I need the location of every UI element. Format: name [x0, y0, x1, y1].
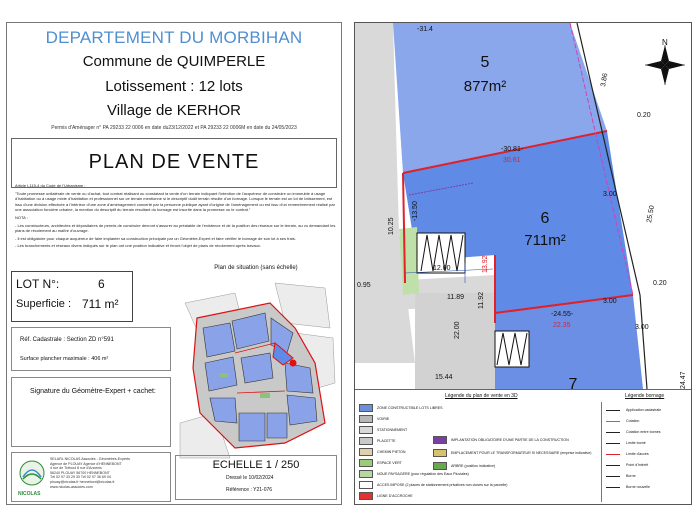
legend-swatch: [359, 448, 373, 456]
plan-title-box: [11, 138, 337, 188]
dim-label: 0.95: [357, 282, 371, 289]
bornage-symbol: [606, 465, 620, 466]
legend-swatch: [359, 492, 373, 500]
bornage-legend-item: [606, 430, 661, 434]
legend-label: STATIONNEMENT: [377, 428, 408, 432]
contact-line: www.nicolas-associes.com: [50, 484, 93, 489]
dim-label: 3.00: [603, 191, 617, 198]
dim-label: 3.00: [635, 324, 649, 331]
permit-reference: Permis d'Aménager n° PA 29233 22 0006 en date du23/12/2022 et PA 29233 22 0006M en date du 24/05/2023: [51, 125, 297, 131]
lot-plan-sheet: [354, 22, 692, 505]
dim-label: 0.20: [637, 112, 651, 119]
dim-label: 10.25: [388, 217, 395, 235]
legend-swatch: [359, 426, 373, 434]
situation-label: Plan de situation (sans échelle): [214, 265, 298, 271]
legend-item: [433, 449, 591, 457]
legend-swatch: [433, 462, 447, 470]
lot-area: 711 m²: [82, 297, 119, 311]
legend-item: [359, 426, 407, 434]
note-line: Article L115-4 du Code de l'Urbanisme :: [15, 183, 86, 188]
legend-swatch: [359, 470, 373, 478]
legend-item: [359, 448, 406, 456]
surveyor-logo-box: [11, 452, 171, 502]
situation-map: [175, 273, 337, 461]
dim-label: 22.00: [454, 321, 461, 339]
legend-item: [433, 436, 569, 444]
situation-plan: [175, 265, 337, 465]
bornage-label: Borne nouvelle: [626, 485, 650, 489]
legend-label: IMPLANTATION OBLIGATOIRE D'UNE PARTIE DE LA CONSTRUCTION: [451, 438, 569, 442]
lot-info-box: [11, 271, 133, 322]
dim-label: 0.20: [653, 280, 667, 287]
lot-area-label: Superficie :: [16, 298, 72, 310]
legend-item: [359, 459, 402, 467]
reference-label: Référence : Y21-076: [226, 487, 273, 493]
legend-item: [359, 437, 396, 445]
dim-label: -30.81-: [501, 146, 524, 153]
dim-label: -24.55-: [551, 311, 574, 318]
bornage-label: Limite d'accès: [626, 452, 649, 456]
commune-title: Commune de QUIMPERLE: [82, 53, 266, 70]
note-line: - Les branchements et réseaux divers indiqués sur le plan ont une position indicative et feront l'objet de plans de récolement après travaux.: [15, 243, 262, 249]
bornage-legend-item: [606, 463, 648, 467]
bornage-legend-item: [606, 419, 639, 423]
legend-item: [359, 415, 389, 423]
legend-right-column: [601, 402, 690, 502]
legend-bornage-title: Légende bornage: [625, 393, 665, 399]
contact-line: Agence de PLOUAY Agence d'HENNEBONT: [50, 461, 122, 466]
dim-label: 22.35: [553, 322, 571, 329]
legend-label: ZONE CONSTRUCTIBLE LOTS LIBRES: [377, 406, 443, 410]
dim-label: -13.50: [412, 201, 419, 221]
surveyor-logo-name: NICOLAS: [18, 491, 41, 497]
legend-label: ARBRE (position indicative): [451, 464, 496, 468]
dim-label: 11.89: [447, 294, 464, 301]
lot-number: 6: [98, 277, 105, 291]
legend-item: [433, 462, 495, 470]
dim-label: 3.00: [603, 298, 617, 305]
lot-7-number: 7: [568, 376, 578, 389]
dim-label: 11.92: [478, 292, 485, 309]
legend-item: [359, 404, 443, 412]
sale-plan-cartouche: [6, 22, 342, 505]
bornage-symbol: [606, 476, 620, 477]
lotissement-title: Lotissement : 12 lots: [105, 78, 243, 95]
legend-item: [359, 470, 469, 478]
lot-5-area-label: 877m²: [463, 78, 507, 95]
bornage-legend-item: [606, 408, 661, 412]
signature-box: [11, 377, 171, 447]
bornage-symbol: [606, 410, 620, 411]
legend-label: NOUE PAYSAGERE (pour régulation des Eaux Pluviales): [377, 472, 469, 476]
lot-5-number: 5: [480, 54, 490, 71]
bornage-legend-item: [606, 452, 649, 456]
bornage-label: Cotation: [626, 419, 640, 423]
note-line: NOTA :: [15, 214, 28, 220]
bornage-symbol: [606, 421, 620, 422]
bornage-label: Application cadastrale: [626, 408, 662, 412]
lot-6-number: 6: [540, 210, 550, 227]
dim-label: 30.61: [503, 157, 521, 164]
contact-line: Tél 02 97 33 29 30 Tél 02 97 36 69 04: [50, 475, 111, 480]
bornage-symbol: [606, 432, 620, 433]
bornage-legend-item: [606, 474, 636, 478]
cadastral-box: [11, 327, 171, 371]
dim-label: 12.00: [433, 265, 451, 272]
access-hatch-2: [495, 331, 529, 367]
surveyor-logo-icon: [18, 459, 46, 489]
legend-label: EMPLACEMENT POUR LE TRANSFORMATEUR SI NECESSAIRE (emprise indicative): [451, 451, 592, 455]
plan-legend: [355, 389, 691, 505]
bornage-label: Point d'Intérêt: [626, 463, 649, 467]
contact-line: SELARL NICOLAS Associés - Géomètres-Experts: [50, 457, 130, 461]
legend-swatch: [359, 481, 373, 489]
dim-label: -31.4: [417, 26, 433, 33]
legend-label: ACCES IMPOSE (2 places de stationnement privatives non closes sur la parcelle): [377, 483, 508, 487]
contact-line: 4 rue de Tréboul 8 rue d'Ancenis: [50, 466, 102, 471]
bornage-label: Cotation entre bornes: [626, 430, 661, 434]
village-title: Village de KERHOR: [107, 102, 241, 119]
bornage-label: Borne: [626, 474, 636, 478]
contact-line: plouay@nicolas.fr hennebont@nicolas.fr: [50, 479, 115, 484]
cadastral-reference: Réf. Cadastrale : Section ZD n°591: [20, 337, 114, 343]
note-line: - Les constructeurs, architectes et dépositaires de permis de construire devront s'assurer au préalable de l'existence et de la position des réseaux sur le terrain, au vu demandant les plans de récolement au maître d'ouvrage.: [15, 222, 336, 234]
note-line: - Il est obligatoire pour chaque acquéreur de faire implanter sa construction principale par un Géomètre-Expert et faire vérifier le bornage de son lot à ses frais.: [15, 235, 296, 241]
legend-label: ESPACE VERT: [377, 461, 402, 465]
lot-6-area-label: 711m²: [524, 232, 566, 249]
bornage-label: Limite borné: [626, 441, 646, 445]
legend-item: [359, 492, 413, 500]
date-label: Dressé le 10/02/2024: [226, 475, 274, 481]
bornage-symbol: [606, 443, 620, 444]
legend-swatch: [359, 437, 373, 445]
legend-label: PLACETTE: [377, 439, 396, 443]
floor-area: Surface plancher maximale : 406 m²: [20, 356, 109, 362]
signature-label: Signature du Géomètre-Expert + cachet:: [30, 388, 156, 395]
legend-swatch: [433, 436, 447, 444]
bornage-symbol: [606, 487, 620, 488]
scale-label: ECHELLE 1 / 250: [212, 459, 300, 471]
lot-number-label: LOT N°:: [16, 277, 60, 291]
contact-line: 56240 PLOUAY 56700 HENNEBONT: [50, 470, 110, 475]
legend-swatch: [359, 415, 373, 423]
bornage-legend-item: [606, 485, 650, 489]
bornage-legend-item: [606, 441, 646, 445]
bornage-symbol: [606, 454, 620, 455]
department-title: DEPARTEMENT DU MORBIHAN: [45, 28, 303, 47]
surveyor-contact: [50, 457, 130, 489]
legend-item: [359, 481, 507, 489]
scale-box: [175, 455, 337, 500]
plan-title: PLAN DE VENTE: [88, 151, 260, 173]
dim-label: 15.44: [435, 374, 453, 381]
dim-label: 13.92: [482, 255, 489, 273]
legend-label: VOIRIE: [377, 417, 390, 421]
note-line: "Toute promesse unilatérale de vente ou d'achat, tout contrat réalisant ou constatant la vente d'un terrain indiquant l'intention de l'acquéreur de construire un immeuble à usage d'habitation ou à usage mixte d'habitation et professionnel sur ce terrain mentionne si le descriptif dudit terrain résulte d'un bornage. Lorsque le terrain est un lot de lotissement, est issu d'une division effectuée à l'intérieur d'une zone d'aménagement concerté par la personne publique ayant d'origine de l'aménagement ou est issu d'un remembrement réalisé par une association foncière urbaine, la mention du descriptif du terrain résultant du bornage est inscrite dans la promesse ou le contrat.": [15, 190, 335, 213]
dim-label: 3.86: [600, 72, 610, 88]
legend-swatch: [359, 459, 373, 467]
svg-text:N: N: [662, 38, 668, 47]
dim-label: 25.50: [646, 204, 657, 224]
legend-label: CHEMIN PIETON: [377, 450, 406, 454]
legend-swatch: [359, 404, 373, 412]
legend-label: LIGNE D'ACCROCHE: [377, 494, 413, 498]
lot-plan-map: [355, 23, 691, 389]
dim-label: 24.47: [680, 371, 687, 389]
legend-3d-title: Légende du plan de vente en 3D: [445, 393, 518, 399]
legend-swatch: [433, 449, 447, 457]
